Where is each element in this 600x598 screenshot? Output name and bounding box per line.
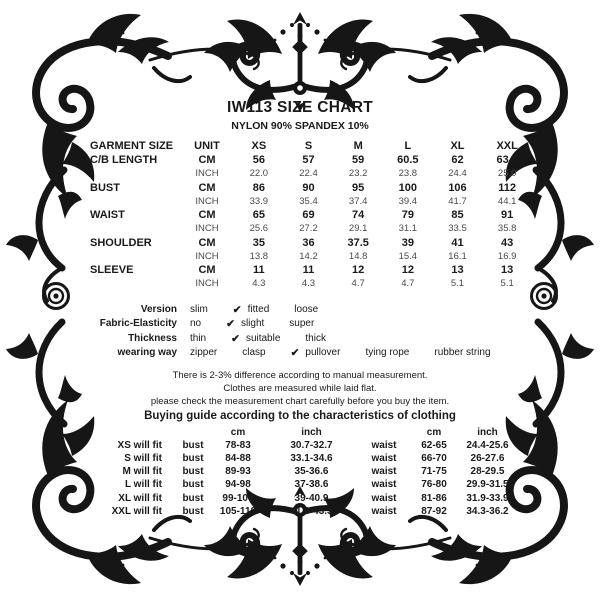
fit-measure-label: bust <box>182 492 204 504</box>
size-value-inch: 22.0 <box>249 168 269 179</box>
size-value-inch: 39.4 <box>398 195 418 207</box>
measure-label: SLEEVE <box>90 264 134 276</box>
fit-cm-value: 99-104 <box>222 492 254 504</box>
size-row-cm <box>84 236 532 250</box>
size-value-inch: 4.7 <box>401 278 415 289</box>
size-value-cm: 91 <box>501 209 514 221</box>
fit-size-label: XXL will fit <box>111 505 162 517</box>
fit-size-label: M will fit <box>122 466 162 478</box>
fit-cm-value: 89-93 <box>225 466 251 478</box>
fit-inch-value: 34.3-36.2 <box>466 505 509 517</box>
fit-inch-value: 31.9-33.9 <box>466 492 509 504</box>
size-row-inch <box>84 222 532 236</box>
fit-measure-label: waist <box>371 466 397 478</box>
attribute-option <box>233 303 270 318</box>
fit-measure-label: waist <box>371 439 397 451</box>
side-flourish-left <box>6 170 82 424</box>
fit-col-header: cm <box>426 426 442 438</box>
size-value-cm: 62 <box>451 154 464 166</box>
chart-content <box>84 99 532 518</box>
top-center-ornament <box>204 12 396 112</box>
fit-cm-value: 81-86 <box>421 492 447 504</box>
unit-label: CM <box>198 154 216 166</box>
fit-cm-value: 94-98 <box>225 479 251 491</box>
attribute-option-label: no <box>190 318 202 329</box>
fit-inch-value: 41.3-43.3 <box>290 505 333 517</box>
fit-size-label: S will fit <box>124 452 162 464</box>
size-value-inch: 4.7 <box>351 278 365 289</box>
size-col-header: S <box>304 140 313 152</box>
attribute-option <box>226 317 264 332</box>
buying-guide-heading: Buying guide according to the characteristics of clothing <box>144 409 456 422</box>
size-value-inch: 16.9 <box>497 250 517 262</box>
size-value-cm: 106 <box>448 181 467 194</box>
attribute-option-label: clasp <box>242 347 266 358</box>
fit-inch-value: 24.4-25.6 <box>466 439 509 451</box>
attribute-row <box>84 303 516 318</box>
size-table <box>84 139 532 291</box>
size-value-inch: 24.4 <box>448 168 467 179</box>
size-value-cm: 60.5 <box>397 154 419 166</box>
fit-inch-value: 28-29.5 <box>470 466 505 478</box>
fit-cm-value: 87-92 <box>421 505 447 517</box>
attribute-option-label: slim <box>190 303 208 315</box>
unit-label: INCH <box>195 223 219 234</box>
attribute-option <box>190 346 217 361</box>
size-value-cm: 12 <box>401 264 414 276</box>
fit-measure-label: bust <box>182 439 204 451</box>
size-value-inch: 5.1 <box>500 278 514 289</box>
fit-row <box>84 439 516 452</box>
attribute-row <box>84 317 516 332</box>
size-value-cm: 41 <box>451 236 464 249</box>
fit-cm-value: 71-75 <box>421 466 447 478</box>
fit-measure-label: bust <box>182 505 204 517</box>
fit-row <box>84 505 516 518</box>
fit-measure-label: waist <box>371 479 397 491</box>
fit-col-header: inch <box>301 426 322 438</box>
attribute-option-label: super <box>289 318 315 329</box>
unit-label: CM <box>198 181 216 194</box>
fit-measure-label: bust <box>182 452 204 464</box>
fit-col-header <box>359 426 409 439</box>
size-value-inch: 25.6 <box>249 223 269 234</box>
fit-size-label: XS will fit <box>117 439 162 451</box>
page-title: IW113 SIZE CHART <box>226 99 374 116</box>
size-value-cm: 79 <box>401 209 414 221</box>
attribute-label: Thickness <box>128 332 177 344</box>
fabric-composition: NYLON 90% SPANDEX 10% <box>231 120 369 132</box>
size-value-cm: 65 <box>252 209 265 221</box>
unit-label: INCH <box>195 278 219 289</box>
attribute-option <box>242 346 265 361</box>
size-row-inch <box>84 167 532 181</box>
measure-label: C/B LENGTH <box>90 154 158 166</box>
attribute-option-label: thick <box>305 332 326 344</box>
size-value-cm: 35 <box>252 236 265 249</box>
size-value-cm: 11 <box>302 264 315 276</box>
attribute-label: Version <box>140 303 177 315</box>
fit-table <box>84 426 516 518</box>
fit-cm-value: 62-65 <box>421 439 447 451</box>
attribute-option <box>190 317 201 332</box>
check-icon: ✔ <box>231 332 240 345</box>
fit-inch-value: 37-38.6 <box>294 479 329 491</box>
unit-label: CM <box>198 264 216 276</box>
attribute-option <box>231 332 280 347</box>
size-value-inch: 16.1 <box>448 250 467 262</box>
unit-label: CM <box>198 209 216 221</box>
fit-inch-value: 39-40.9 <box>294 492 329 504</box>
size-col-header: M <box>353 140 363 152</box>
measurement-notes <box>84 369 516 408</box>
size-col-header: XS <box>251 140 267 152</box>
size-value-inch: 44.1 <box>497 195 517 207</box>
note-line: Clothes are measured while laid flat. <box>223 382 377 394</box>
attribute-label: Fabric-Elasticity <box>99 318 177 329</box>
unit-label: CM <box>198 236 216 249</box>
size-value-inch: 4.3 <box>252 278 266 289</box>
fit-row <box>84 478 516 491</box>
size-value-cm: 112 <box>498 181 517 194</box>
attribute-option <box>291 346 341 361</box>
size-col-header: L <box>404 140 412 152</box>
size-value-cm: 85 <box>451 209 464 221</box>
fit-col-header: inch <box>477 426 498 438</box>
size-value-cm: 86 <box>252 181 265 194</box>
size-value-inch: 14.8 <box>348 250 368 262</box>
size-value-cm: 57 <box>302 154 315 166</box>
fit-row <box>84 492 516 505</box>
size-value-inch: 33.9 <box>249 195 269 207</box>
measure-label-spacer <box>84 277 180 291</box>
measure-label-spacer <box>84 195 180 209</box>
size-value-cm: 59 <box>352 154 365 166</box>
size-value-inch: 22.4 <box>299 168 318 179</box>
size-row-cm <box>84 181 532 195</box>
attribute-option <box>434 346 490 361</box>
measure-label: WAIST <box>90 209 125 221</box>
attribute-option-label: zipper <box>190 347 218 358</box>
measure-label-spacer <box>84 167 180 181</box>
attribute-row <box>84 332 516 347</box>
size-value-cm: 11 <box>253 264 265 276</box>
size-value-inch: 29.1 <box>348 223 368 234</box>
size-value-cm: 100 <box>398 181 417 194</box>
size-value-inch: 41.7 <box>448 195 467 207</box>
size-value-cm: 43 <box>501 236 514 249</box>
fit-inch-value: 35-36.6 <box>294 466 329 478</box>
attribute-option <box>190 332 206 347</box>
fit-inch-value: 26-27.6 <box>470 452 505 464</box>
fit-measure-label: bust <box>182 479 204 491</box>
size-value-inch: 35.4 <box>299 195 318 207</box>
attribute-option <box>190 303 208 318</box>
size-table-header-row <box>84 139 532 153</box>
attribute-option-label: suitable <box>245 332 281 344</box>
unit-label: INCH <box>195 195 219 207</box>
attribute-option-label: slight <box>240 318 265 329</box>
attribute-option-label: tying rope <box>365 347 410 358</box>
attribute-option <box>294 303 318 318</box>
note-line: There is 2-3% difference according to manual measurement. <box>172 369 428 381</box>
attribute-option <box>289 317 314 332</box>
attributes-table <box>84 303 516 361</box>
size-col-header: UNIT <box>194 140 220 152</box>
size-value-cm: 74 <box>352 209 365 221</box>
size-row-inch <box>84 277 532 291</box>
size-value-cm: 13 <box>501 264 514 276</box>
fit-row <box>84 465 516 478</box>
fit-size-label: L will fit <box>124 479 162 491</box>
attribute-option-label: thin <box>190 332 207 344</box>
fit-row <box>84 452 516 465</box>
fit-cm-value: 78-83 <box>225 439 251 451</box>
size-col-header: XL <box>450 140 465 152</box>
check-icon: ✔ <box>232 303 242 316</box>
fit-cm-value: 66-70 <box>421 452 447 464</box>
fit-col-header <box>84 426 174 439</box>
size-value-inch: 14.2 <box>299 250 318 262</box>
measure-label-spacer <box>84 222 180 236</box>
size-value-cm: 12 <box>352 264 365 276</box>
fit-cm-value: 105-110 <box>219 505 257 517</box>
fit-inch-value: 33.1-34.6 <box>290 452 333 464</box>
fit-measure-label: waist <box>371 452 397 464</box>
size-row-cm <box>84 208 532 222</box>
fit-measure-label: waist <box>371 505 397 517</box>
size-value-inch: 4.3 <box>301 278 316 289</box>
size-col-header: GARMENT SIZE <box>90 140 174 152</box>
size-row-inch <box>84 250 532 264</box>
size-row-inch <box>84 195 532 209</box>
size-value-inch: 13.8 <box>249 250 269 262</box>
size-value-inch: 23.2 <box>348 168 368 179</box>
fit-measure-label: bust <box>182 466 204 478</box>
check-icon: ✔ <box>226 318 235 330</box>
size-value-cm: 39 <box>401 236 414 249</box>
fit-cm-value: 76-80 <box>421 479 447 491</box>
attribute-option-label: loose <box>294 303 319 315</box>
size-value-cm: 56 <box>252 154 265 166</box>
size-value-inch: 5.1 <box>450 278 465 289</box>
size-value-cm: 69 <box>302 209 315 221</box>
unit-label: INCH <box>195 250 219 262</box>
size-value-cm: 13 <box>451 264 464 276</box>
attribute-option-label: rubber string <box>434 347 491 358</box>
fit-table-header-row <box>84 426 516 439</box>
size-value-cm: 95 <box>352 181 365 194</box>
size-value-inch: 27.2 <box>299 223 318 234</box>
size-row-cm <box>84 153 532 167</box>
check-icon: ✔ <box>290 347 300 359</box>
fit-col-header: cm <box>230 426 246 438</box>
size-value-cm: 37.5 <box>347 236 369 249</box>
note-line: please check the measurement chart carefully before you buy the item. <box>150 395 450 407</box>
measure-label: BUST <box>90 181 120 194</box>
size-value-inch: 15.4 <box>398 250 418 262</box>
size-value-inch: 33.5 <box>448 223 467 234</box>
fit-inch-value: 29.9-31.5 <box>466 479 509 491</box>
measure-label-spacer <box>84 250 180 264</box>
size-row-cm <box>84 263 532 277</box>
size-value-inch: 37.4 <box>348 195 368 207</box>
size-value-inch: 25.0 <box>497 168 517 179</box>
size-value-cm: 90 <box>302 181 315 194</box>
size-value-cm: 36 <box>302 236 315 249</box>
measure-label: SHOULDER <box>90 236 152 249</box>
fit-col-header <box>174 426 212 439</box>
fit-inch-value: 30.7-32.7 <box>290 439 333 451</box>
fit-measure-label: waist <box>371 492 397 504</box>
attribute-option-label: pullover <box>305 347 341 358</box>
fit-size-label: XL will fit <box>118 492 162 504</box>
attribute-option-label: fitted <box>247 303 270 315</box>
size-value-cm: 63.5 <box>496 154 518 166</box>
attribute-label: wearing way <box>117 347 177 358</box>
attribute-option <box>305 332 326 347</box>
attribute-row <box>84 346 516 361</box>
attribute-option <box>365 346 409 361</box>
size-value-inch: 35.8 <box>497 223 517 234</box>
unit-label: INCH <box>195 168 219 179</box>
size-value-inch: 31.1 <box>398 223 418 234</box>
fit-cm-value: 84-88 <box>225 452 251 464</box>
size-value-inch: 23.8 <box>398 168 418 179</box>
size-col-header: XXL <box>496 140 518 152</box>
